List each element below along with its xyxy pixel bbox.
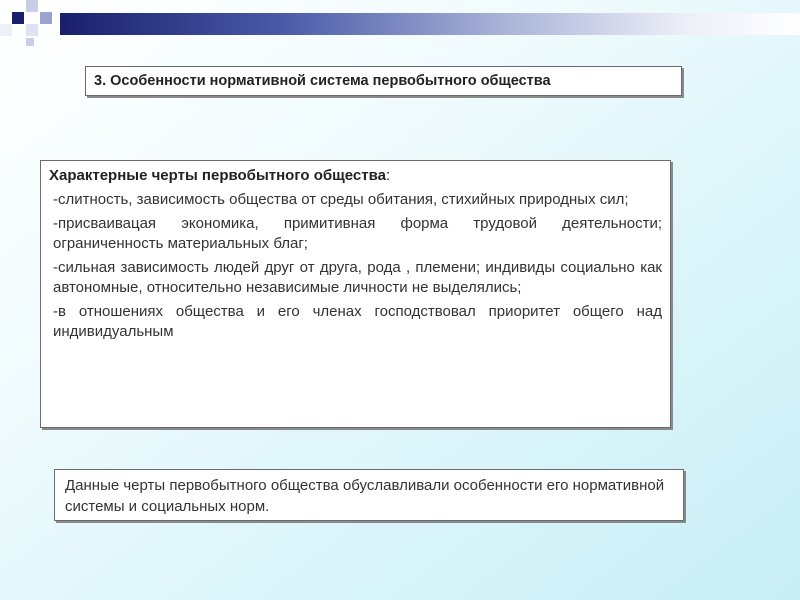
feature-item: -сильная зависимость людей друг от друга, рода , племени; индивиды социально как автономные, относительно независимые личности не выделялись; <box>53 259 662 296</box>
feature-item: -слитность, зависимость общества от среды обитания, стихийных природных сил; <box>53 191 629 208</box>
decor-square <box>26 24 38 36</box>
corner-decoration <box>0 0 60 50</box>
header-band <box>60 13 800 35</box>
features-heading-text: Характерные черты первобытного общества <box>49 167 386 184</box>
features-box <box>40 160 671 428</box>
decor-square <box>40 12 52 24</box>
slide-title: 3. Особенности нормативной система первобытного общества <box>94 73 551 89</box>
title-box <box>85 66 682 96</box>
note-box <box>54 469 684 521</box>
features-heading <box>49 167 662 184</box>
feature-item: -присваивацая экономика, примитивная форма трудовой деятельности; ограниченность материальных благ; <box>53 215 662 252</box>
feature-item: -в отношениях общества и его членах господствовал приоритет общего над индивидуальным <box>53 303 662 340</box>
decor-square <box>26 0 38 12</box>
decor-square <box>0 24 12 36</box>
features-heading-colon: : <box>386 167 391 184</box>
note-text: Данные черты первобытного общества обуславливали особенности его нормативной системы и социальных норм. <box>65 477 665 515</box>
decor-square <box>12 12 24 24</box>
decor-square <box>26 38 34 46</box>
